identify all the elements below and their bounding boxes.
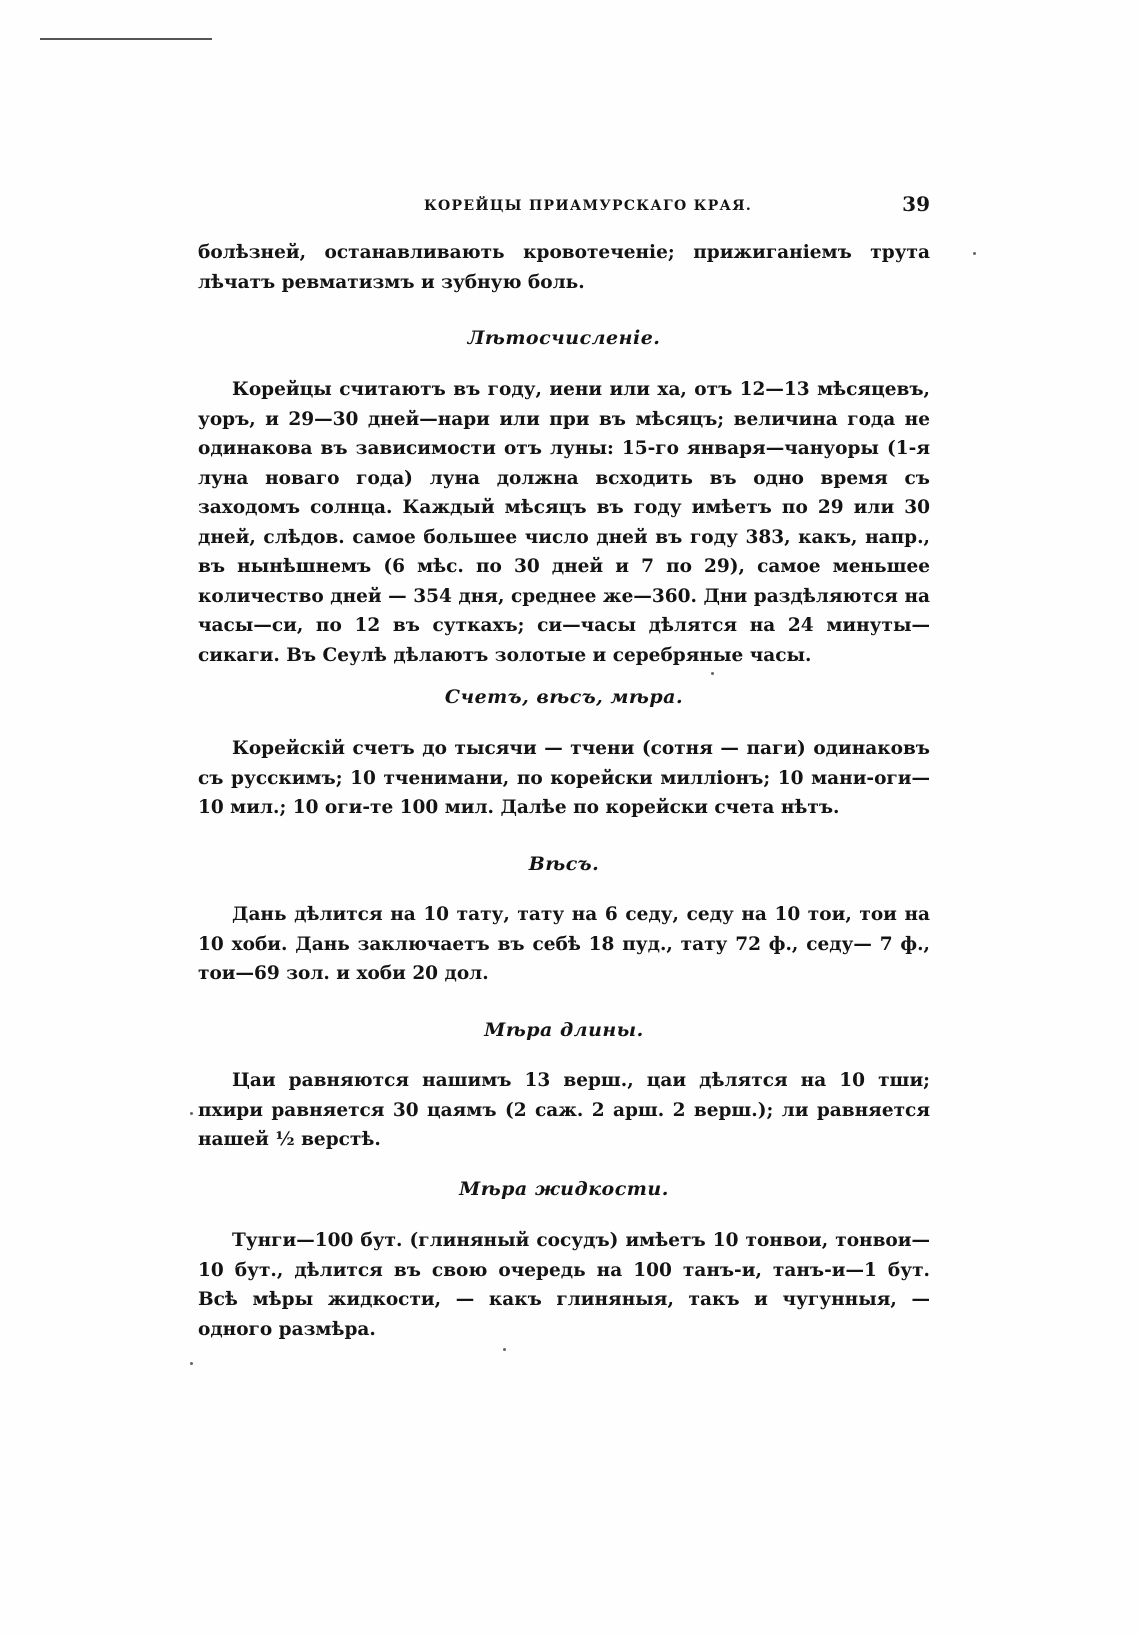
running-head	[198, 192, 930, 224]
paragraph-count: Корейскій счетъ до тысячи — тчени (сотня — паги) одинаковъ съ русскимъ; 10 тченимани, по корейски милліонъ; 10 мани-оги—10 мил.; 10 оги-те 100 мил. Далѣе по корейски счета нѣтъ.	[198, 738, 930, 818]
heading-liquid: Мѣра жидкости.	[459, 1178, 669, 1200]
paragraph-calendar: Корейцы считаютъ въ году, иени или ха, отъ 12—13 мѣсяцевъ, уоръ, и 29—30 дней—нари или при въ мѣсяцъ; величина года не одинакова въ зависимости отъ луны: 15-го января—чануоры (1-я луна новаго года) луна должна всходить въ одно время съ заходомъ солнца. Каждый мѣсяцъ въ году имѣетъ по 29 или 30 дней, слѣдов. самое большее число дней въ году 383, какъ, напр., въ нынѣшнемъ (6 мѣс. по 30 дней и 7 по 29), самое меньшее количество дней — 354 дня, среднее же—360. Дни раздѣляются на часы—си, по 12 въ суткахъ; си—часы дѣлятся на 24 минуты—сикаги. Въ Сеулѣ дѣлаютъ золотые и серебряные часы.	[198, 379, 930, 666]
section-length	[198, 1066, 930, 1155]
scan-speck	[190, 1112, 193, 1115]
scan-speck	[711, 672, 714, 675]
heading-length: Мѣра длины.	[484, 1019, 644, 1041]
paragraph-weight: Дань дѣлится на 10 тату, тату на 6 седу, седу на 10 тои, тои на 10 хоби. Дань заключаетъ въ себѣ 18 пуд., тату 72 ф., седу— 7 ф., тои—69 зол. и хоби 20 дол.	[198, 904, 930, 984]
scan-speck	[190, 1362, 193, 1365]
section-count	[198, 734, 930, 823]
section-liquid	[198, 1226, 930, 1344]
section-continuation	[198, 238, 930, 297]
paragraph-liquid: Тунги—100 бут. (глиняный сосудъ) имѣетъ 10 тонвои, тонвои— 10 бут., дѣлится въ свою очередь на 100 танъ-и, танъ-и—1 бут. Всѣ мѣры жидкости, — какъ глиняныя, такъ и чугунныя, — одного размѣра.	[198, 1230, 930, 1340]
running-title: КОРЕЙЦЫ ПРИАМУРСКАГО КРАЯ.	[424, 198, 753, 214]
section-weight	[198, 900, 930, 989]
heading-weight: Вѣсъ.	[528, 853, 600, 875]
section-calendar	[198, 375, 930, 670]
paragraph-continuation: болѣзней, останавливають кровотеченіе; прижиганіемъ трута лѣчатъ ревматизмъ и зубную боль.	[198, 242, 930, 293]
heading-count-weight-measure: Счетъ, вѣсъ, мѣра.	[444, 686, 684, 708]
scan-edge-rule	[40, 38, 212, 40]
paragraph-length: Цаи равняются нашимъ 13 верш., цаи дѣлятся на 10 тши; пхири равняется 30 цаямъ (2 саж. 2 арш. 2 верш.); ли равняется нашей ½ верстѣ.	[198, 1070, 930, 1150]
scan-speck	[973, 252, 976, 255]
heading-calendar: Лѣтосчисленіе.	[467, 327, 661, 349]
scan-speck	[503, 1348, 506, 1351]
page-number: 39	[902, 192, 930, 216]
